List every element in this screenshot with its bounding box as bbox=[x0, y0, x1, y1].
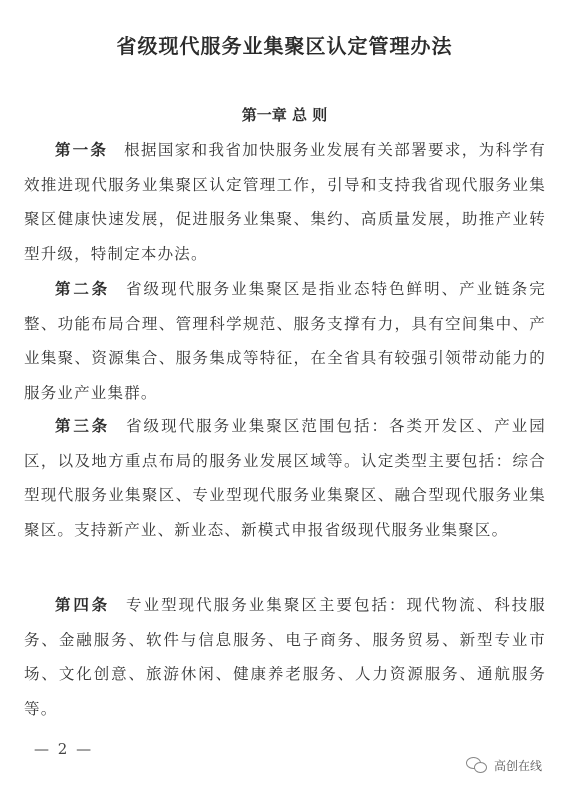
page-number: — 2 — bbox=[34, 740, 94, 758]
chapter-title: 第一章 总 则 bbox=[241, 106, 328, 124]
article-number: 第二条 bbox=[55, 280, 111, 298]
article-number: 第一条 bbox=[55, 141, 109, 159]
article-number: 第四条 bbox=[55, 596, 111, 614]
wechat-icon bbox=[466, 756, 488, 774]
article-3 bbox=[24, 409, 546, 547]
document-title: 省级现代服务业集聚区认定管理办法 bbox=[116, 34, 453, 58]
article-number: 第三条 bbox=[55, 417, 111, 435]
article-text: 省级现代服务业集聚区是指业态特色鲜明、产业链条完整、功能布局合理、管理科学规范、服务支撑有力，具有空间集中、产业集聚、资源集合、服务集成等特征，在全省具有较强引领带动能力的服务业产业集群。 bbox=[24, 280, 546, 402]
watermark-label: 高创在线 bbox=[494, 758, 543, 773]
article-text: 省级现代服务业集聚区范围包括：各类开发区、产业园区，以及地方重点布局的服务业发展区域等。认定类型主要包括：综合型现代服务业集聚区、专业型现代服务业集聚区、融合型现代服务业集聚区。支持新产业、新业态、新模式申报省级现代服务业集聚区。 bbox=[24, 417, 546, 539]
watermark bbox=[466, 756, 542, 774]
article-1 bbox=[24, 133, 546, 271]
article-2 bbox=[24, 272, 546, 410]
article-text: 专业型现代服务业集聚区主要包括：现代物流、科技服务、金融服务、软件与信息服务、电子商务、服务贸易、新型专业市场、文化创意、旅游休闲、健康养老服务、人力资源服务、通航服务等。 bbox=[24, 596, 546, 718]
article-4 bbox=[24, 588, 546, 726]
article-text: 根据国家和我省加快服务业发展有关部署要求，为科学有效推进现代服务业集聚区认定管理工作，引导和支持我省现代服务业集聚区健康快速发展，促进服务业集聚、集约、高质量发展，助推产业转型升级，特制定本办法。 bbox=[24, 141, 546, 263]
